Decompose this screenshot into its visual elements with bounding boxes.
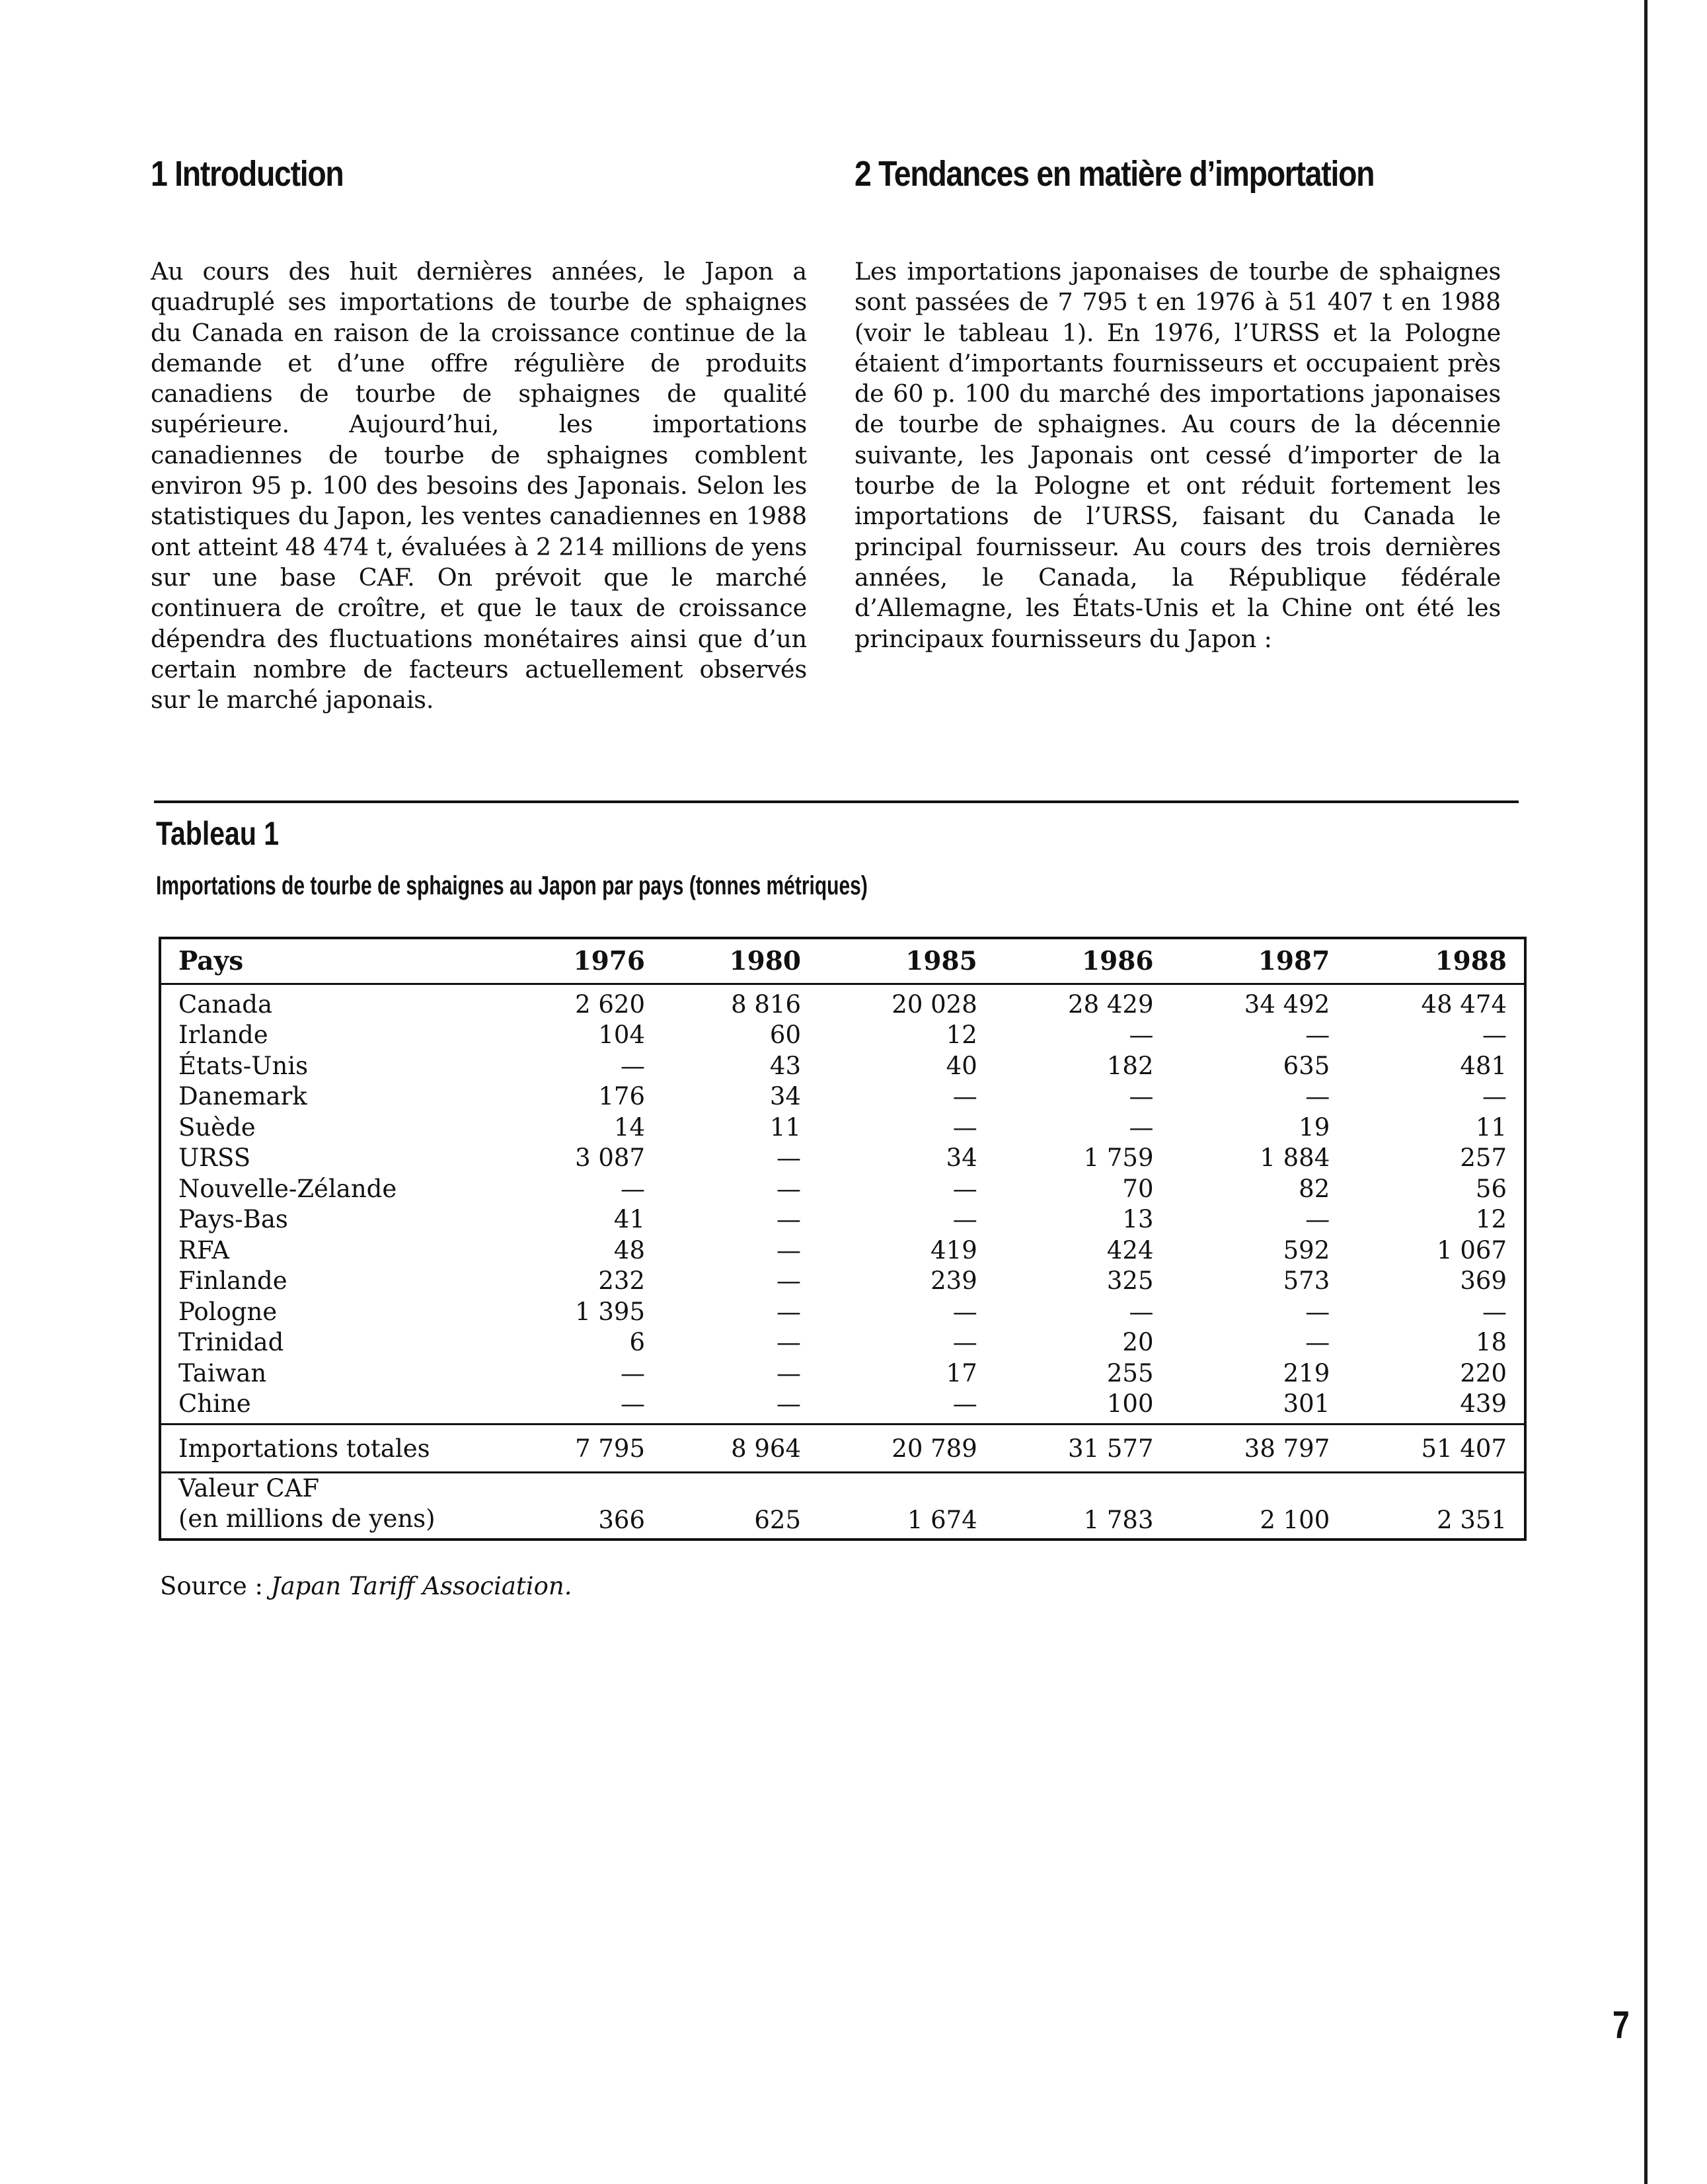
section-heading-import-trends: 2 Tendances en matière d’importation <box>854 154 1375 194</box>
table-cell: 34 <box>769 1082 801 1111</box>
table-row <box>160 1235 1525 1266</box>
table-cell: 13 <box>1122 1205 1154 1234</box>
table-cell: 17 <box>946 1358 977 1387</box>
table-title: Tableau 1 <box>156 815 280 852</box>
table-cell: 635 <box>1283 1051 1330 1080</box>
country-name: Danemark <box>178 1082 307 1111</box>
table-row <box>160 1327 1525 1358</box>
column-header: Pays <box>160 938 506 984</box>
page-edge-rule <box>1644 0 1648 2184</box>
table-cell: — <box>1129 1021 1154 1050</box>
table-cell: 1 067 <box>1437 1235 1507 1265</box>
country-name: Finlande <box>178 1267 287 1296</box>
country-name: URSS <box>178 1144 251 1173</box>
value-row <box>160 1473 1525 1540</box>
table-row <box>160 1020 1525 1051</box>
total-cell: 31 577 <box>995 1424 1171 1473</box>
table-cell: 48 <box>613 1235 645 1265</box>
table-cell: — <box>621 1358 645 1387</box>
source-name: Japan Tariff Association. <box>270 1572 572 1600</box>
country-name: Pologne <box>178 1297 278 1326</box>
table-cell: 19 <box>1299 1112 1330 1142</box>
table-cell: 3 087 <box>575 1144 645 1173</box>
table-cell: 1 759 <box>1083 1144 1154 1173</box>
table-cell: 220 <box>1460 1358 1507 1387</box>
value-label <box>160 1473 506 1540</box>
table-cell: 1 884 <box>1260 1144 1330 1173</box>
table-row <box>160 1296 1525 1327</box>
table-cell: — <box>1482 1082 1507 1111</box>
column-header: 1985 <box>818 938 995 984</box>
table-cell: — <box>1482 1297 1507 1326</box>
table-cell: 20 <box>1122 1328 1154 1357</box>
source-label: Source : <box>160 1572 271 1600</box>
column-header: 1988 <box>1347 938 1525 984</box>
table-cell: 325 <box>1106 1267 1154 1296</box>
value-cell: 366 <box>598 1506 645 1534</box>
value-cell: 2 100 <box>1260 1506 1330 1534</box>
table-cell: — <box>1305 1021 1330 1050</box>
table-cell: 176 <box>598 1082 645 1111</box>
table-cell: — <box>777 1174 801 1203</box>
section-heading-introduction: 1 Introduction <box>151 154 344 194</box>
table-source-note <box>160 1572 572 1600</box>
table-cell: 369 <box>1460 1267 1507 1296</box>
table-subtitle: Importations de tourbe de sphaignes au Japon par pays (tonnes métriques) <box>156 871 868 900</box>
table-cell: — <box>1305 1328 1330 1357</box>
table-cell: 18 <box>1475 1328 1507 1357</box>
country-name: Trinidad <box>178 1328 284 1357</box>
table-cell: 60 <box>769 1021 801 1050</box>
table-cell: 6 <box>629 1328 645 1357</box>
value-label-line-1: Valeur CAF <box>178 1474 320 1502</box>
table-row <box>160 984 1525 1020</box>
table-cell: — <box>777 1328 801 1357</box>
total-cell: 8 964 <box>662 1424 818 1473</box>
value-label-line-2: (en millions de yens) <box>178 1504 436 1533</box>
table-cell: 12 <box>1475 1205 1507 1234</box>
table-cell: 592 <box>1283 1235 1330 1265</box>
total-label: Importations totales <box>160 1424 506 1473</box>
table-header-row <box>160 938 1525 984</box>
table-cell: 2 620 <box>575 990 645 1019</box>
table-cell: 257 <box>1460 1144 1507 1173</box>
table-cell: — <box>1129 1082 1154 1111</box>
table-cell: 41 <box>613 1205 645 1234</box>
total-cell: 20 789 <box>818 1424 995 1473</box>
table-cell: 8 816 <box>731 990 801 1019</box>
import-trends-paragraph: Les importations japonaises de tourbe de sphaignes sont passées de 7 795 t en 1976 à 51 407 t en 1988 (voir le tableau 1). En 1976, l’URSS et la Pologne étaient d’importants fournisseurs et occupaient près de 60 p. 100 du marché des importations japonaises de tourbe de sphaignes. Au cours de la décennie suivante, les Japonais ont cessé d’importer de la tourbe de la Pologne et ont réduit fortement les importations de l’URSS, faisant du Canada le principal fournisseur. Au cours des trois dernières années, le Canada, la République fédérale d’Allemagne, les États-Unis et la Chine ont été les principaux fournisseurs du Japon : <box>854 257 1501 653</box>
table-cell: 1 395 <box>575 1297 645 1326</box>
country-name: Irlande <box>178 1021 268 1050</box>
table-cell: 219 <box>1283 1358 1330 1387</box>
table-cell: — <box>777 1144 801 1173</box>
table-cell: 70 <box>1122 1174 1154 1203</box>
table-cell: 11 <box>769 1112 801 1142</box>
table-cell: 424 <box>1106 1235 1154 1265</box>
total-cell: 7 795 <box>506 1424 662 1473</box>
table-cell: — <box>777 1235 801 1265</box>
country-rows <box>160 984 1525 1424</box>
table-row <box>160 1204 1525 1235</box>
table-cell: 11 <box>1475 1112 1507 1142</box>
country-name: Pays-Bas <box>178 1205 288 1234</box>
table-cell: 20 028 <box>891 990 977 1019</box>
table-cell: — <box>1305 1205 1330 1234</box>
table-cell: 82 <box>1299 1174 1330 1203</box>
table-cell: 255 <box>1106 1358 1154 1387</box>
table-cell: — <box>1305 1297 1330 1326</box>
table-row <box>160 1112 1525 1143</box>
table-cell: 48 474 <box>1421 990 1507 1019</box>
table-cell: — <box>1482 1021 1507 1050</box>
table-cell: — <box>952 1205 977 1234</box>
country-name: Nouvelle-Zélande <box>178 1174 397 1203</box>
table-cell: 239 <box>930 1267 977 1296</box>
country-name: États-Unis <box>178 1051 309 1080</box>
table-cell: — <box>777 1205 801 1234</box>
table-cell: — <box>777 1297 801 1326</box>
table-top-rule <box>154 800 1519 803</box>
table-cell: — <box>621 1051 645 1080</box>
table-cell: 34 <box>946 1144 977 1173</box>
table-cell: 56 <box>1475 1174 1507 1203</box>
table-cell: 182 <box>1106 1051 1154 1080</box>
table-cell: — <box>621 1174 645 1203</box>
column-header: 1976 <box>506 938 662 984</box>
value-cell: 1 783 <box>1083 1506 1154 1534</box>
table-cell: — <box>952 1082 977 1111</box>
table-cell: — <box>952 1297 977 1326</box>
country-name: Chine <box>178 1389 251 1419</box>
country-name: RFA <box>178 1235 230 1265</box>
total-row <box>160 1424 1525 1473</box>
table-cell: 43 <box>769 1051 801 1080</box>
table-cell: 14 <box>613 1112 645 1142</box>
table-cell: — <box>777 1389 801 1419</box>
table-row <box>160 1266 1525 1297</box>
table-cell: — <box>1129 1297 1154 1326</box>
column-header: 1987 <box>1171 938 1347 984</box>
table-row <box>160 1143 1525 1174</box>
table-cell: 34 492 <box>1244 990 1330 1019</box>
table-cell: — <box>952 1389 977 1419</box>
table-cell: — <box>952 1112 977 1142</box>
table-cell: 573 <box>1283 1267 1330 1296</box>
table-cell: — <box>621 1389 645 1419</box>
table-row <box>160 1173 1525 1204</box>
table-cell: 439 <box>1460 1389 1507 1419</box>
table-cell: 12 <box>946 1021 977 1050</box>
table-cell: 481 <box>1460 1051 1507 1080</box>
country-name: Taiwan <box>178 1358 267 1387</box>
table-cell: — <box>1305 1082 1330 1111</box>
table-cell: 28 429 <box>1068 990 1154 1019</box>
table-cell: 301 <box>1283 1389 1330 1419</box>
country-name: Suède <box>178 1112 256 1142</box>
total-cell: 51 407 <box>1347 1424 1525 1473</box>
table-cell: 100 <box>1106 1389 1154 1419</box>
column-header: 1980 <box>662 938 818 984</box>
table-cell: 232 <box>598 1267 645 1296</box>
table-cell: 419 <box>930 1235 977 1265</box>
table-cell: 104 <box>598 1021 645 1050</box>
table-row <box>160 1050 1525 1081</box>
table-row <box>160 1358 1525 1389</box>
table-cell: — <box>777 1267 801 1296</box>
table-row <box>160 1081 1525 1112</box>
country-name: Canada <box>178 990 273 1019</box>
value-cell: 1 674 <box>907 1506 977 1534</box>
column-header: 1986 <box>995 938 1171 984</box>
table-cell: 40 <box>946 1051 977 1080</box>
value-cell: 625 <box>754 1506 801 1534</box>
imports-table <box>159 937 1527 1541</box>
table-cell: — <box>1129 1112 1154 1142</box>
table-row <box>160 1389 1525 1424</box>
total-cell: 38 797 <box>1171 1424 1347 1473</box>
table-cell: — <box>952 1174 977 1203</box>
value-cell: 2 351 <box>1437 1506 1507 1534</box>
introduction-paragraph: Au cours des huit dernières années, le Japon a quadruplé ses importations de tourbe de sphaignes du Canada en raison de la croissance continue de la demande et d’une offre régulière de produits canadiens de tourbe de sphaignes de qualité supérieure. Aujourd’hui, les importations canadiennes de tourbe de sphaignes comblent environ 95 p. 100 des besoins des Japonais. Selon les statistiques du Japon, les ventes canadiennes en 1988 ont atteint 48 474 t, évaluées à 2 214 millions de yens sur une base CAF. On prévoit que le marché continuera de croître, et que le taux de croissance dépendra des fluctuations monétaires ainsi que d’un certain nombre de facteurs actuellement observés sur le marché japonais. <box>151 257 807 715</box>
table-cell: — <box>777 1358 801 1387</box>
page-number: 7 <box>1612 2004 1630 2047</box>
table-cell: — <box>952 1328 977 1357</box>
